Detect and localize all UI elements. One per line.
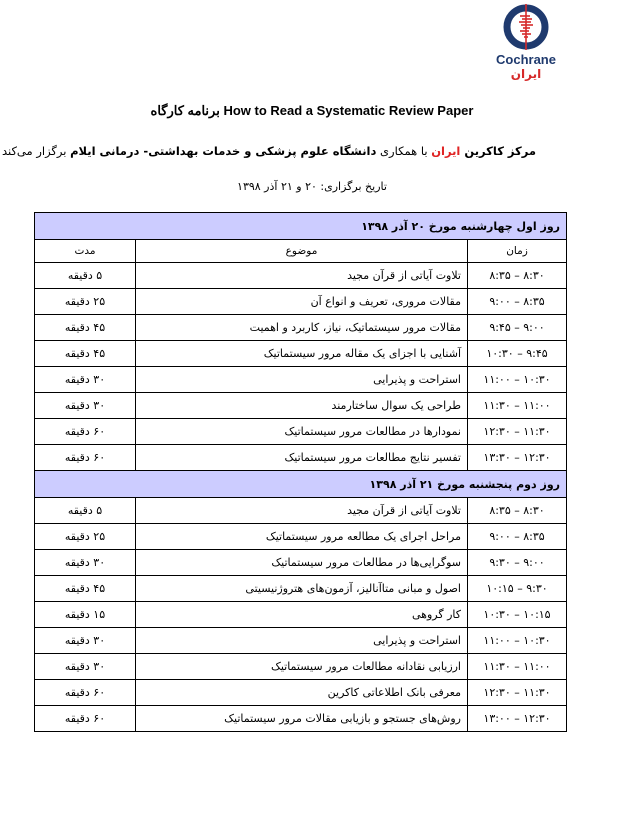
session-time: ۸:۳۵ – ۹:۰۰ bbox=[468, 524, 567, 550]
session-duration: ۶۰ دقیقه bbox=[35, 445, 136, 471]
session-duration: ۲۵ دقیقه bbox=[35, 289, 136, 315]
session-topic: استراحت و پذیرایی bbox=[136, 628, 468, 654]
session-duration: ۶۰ دقیقه bbox=[35, 419, 136, 445]
session-row bbox=[35, 524, 567, 550]
session-row bbox=[35, 498, 567, 524]
session-topic: آشنایی با اجزای یک مقاله مرور سیستماتیک bbox=[136, 341, 468, 367]
session-duration: ۲۵ دقیقه bbox=[35, 524, 136, 550]
session-duration: ۳۰ دقیقه bbox=[35, 550, 136, 576]
day-header-row bbox=[35, 213, 567, 240]
day-title: روز اول چهارشنبه مورخ ۲۰ آذر ۱۳۹۸ bbox=[35, 213, 567, 240]
organizer-iran: ایران bbox=[431, 144, 461, 158]
session-duration: ۳۰ دقیقه bbox=[35, 393, 136, 419]
session-row bbox=[35, 341, 567, 367]
session-topic: نمودارها در مطالعات مرور سیستماتیک bbox=[136, 419, 468, 445]
cochrane-logo-icon bbox=[501, 2, 551, 52]
session-row bbox=[35, 576, 567, 602]
column-header-row bbox=[35, 240, 567, 263]
session-row bbox=[35, 680, 567, 706]
session-time: ۹:۰۰ – ۹:۳۰ bbox=[468, 550, 567, 576]
session-topic: مراحل اجرای یک مطالعه مرور سیستماتیک bbox=[136, 524, 468, 550]
session-topic: استراحت و پذیرایی bbox=[136, 367, 468, 393]
column-header-topic: موضوع bbox=[136, 240, 468, 263]
day-header-row bbox=[35, 471, 567, 498]
session-duration: ۵ دقیقه bbox=[35, 498, 136, 524]
session-time: ۱۲:۳۰ – ۱۳:۳۰ bbox=[468, 445, 567, 471]
session-topic: تلاوت آیاتی از قرآن مجید bbox=[136, 263, 468, 289]
session-time: ۱۲:۳۰ – ۱۳:۰۰ bbox=[468, 706, 567, 732]
session-duration: ۶۰ دقیقه bbox=[35, 680, 136, 706]
logo-subtitle: ایران bbox=[510, 67, 542, 81]
session-topic: سوگرایی‌ها در مطالعات مرور سیستماتیک bbox=[136, 550, 468, 576]
session-duration: ۵ دقیقه bbox=[35, 263, 136, 289]
session-row bbox=[35, 445, 567, 471]
session-row bbox=[35, 289, 567, 315]
organizer-line bbox=[2, 144, 536, 158]
session-duration: ۳۰ دقیقه bbox=[35, 654, 136, 680]
session-duration: ۳۰ دقیقه bbox=[35, 628, 136, 654]
session-time: ۹:۰۰ – ۹:۴۵ bbox=[468, 315, 567, 341]
schedule-table bbox=[34, 212, 567, 732]
session-topic: اصول و مبانی متاآنالیز، آزمون‌های هتروژنیسیتی bbox=[136, 576, 468, 602]
event-dates: تاریخ برگزاری: ۲۰ و ۲۱ آذر ۱۳۹۸ bbox=[237, 180, 387, 193]
session-time: ۱۰:۱۵ – ۱۰:۳۰ bbox=[468, 602, 567, 628]
session-duration: ۶۰ دقیقه bbox=[35, 706, 136, 732]
session-duration: ۳۰ دقیقه bbox=[35, 367, 136, 393]
session-topic: مقالات مروری، تعریف و انواع آن bbox=[136, 289, 468, 315]
logo-wordmark: Cochrane bbox=[496, 52, 556, 67]
page-title: برنامه کارگاه How to Read a Systematic Review Paper bbox=[150, 103, 474, 118]
session-time: ۱۱:۰۰ – ۱۱:۳۰ bbox=[468, 654, 567, 680]
session-topic: معرفی بانک اطلاعاتی کاکرین bbox=[136, 680, 468, 706]
session-duration: ۴۵ دقیقه bbox=[35, 315, 136, 341]
session-row bbox=[35, 706, 567, 732]
session-topic: تلاوت آیاتی از قرآن مجید bbox=[136, 498, 468, 524]
session-time: ۸:۳۵ – ۹:۰۰ bbox=[468, 289, 567, 315]
session-topic: تفسیر نتایج مطالعات مرور سیستماتیک bbox=[136, 445, 468, 471]
session-time: ۸:۳۰ – ۸:۳۵ bbox=[468, 263, 567, 289]
cochrane-logo bbox=[488, 2, 564, 86]
session-row bbox=[35, 602, 567, 628]
organizer-part5: برگزار می‌کند bbox=[1, 144, 71, 158]
session-time: ۹:۴۵ – ۱۰:۳۰ bbox=[468, 341, 567, 367]
session-time: ۹:۳۰ – ۱۰:۱۵ bbox=[468, 576, 567, 602]
session-row bbox=[35, 419, 567, 445]
session-time: ۱۱:۰۰ – ۱۱:۳۰ bbox=[468, 393, 567, 419]
session-row bbox=[35, 315, 567, 341]
session-time: ۱۰:۳۰ – ۱۱:۰۰ bbox=[468, 628, 567, 654]
session-row bbox=[35, 628, 567, 654]
session-topic: مقالات مرور سیستماتیک، نیاز، کاربرد و اهمیت bbox=[136, 315, 468, 341]
column-header-duration: مدت bbox=[35, 240, 136, 263]
session-topic: روش‌های جستجو و بازیابی مقالات مرور سیستماتیک bbox=[136, 706, 468, 732]
session-row bbox=[35, 550, 567, 576]
session-topic: ارزیابی نقادانه مطالعات مرور سیستماتیک bbox=[136, 654, 468, 680]
session-row bbox=[35, 367, 567, 393]
day-title: روز دوم پنجشنبه مورخ ۲۱ آذر ۱۳۹۸ bbox=[35, 471, 567, 498]
session-time: ۱۱:۳۰ – ۱۲:۳۰ bbox=[468, 680, 567, 706]
session-duration: ۴۵ دقیقه bbox=[35, 341, 136, 367]
column-header-time: زمان bbox=[468, 240, 567, 263]
session-time: ۱۱:۳۰ – ۱۲:۳۰ bbox=[468, 419, 567, 445]
session-row bbox=[35, 393, 567, 419]
session-duration: ۱۵ دقیقه bbox=[35, 602, 136, 628]
session-topic: کار گروهی bbox=[136, 602, 468, 628]
organizer-university: دانشگاه علوم پزشکی و خدمات بهداشتی- درمانی ایلام bbox=[70, 144, 377, 158]
session-duration: ۴۵ دقیقه bbox=[35, 576, 136, 602]
session-time: ۱۰:۳۰ – ۱۱:۰۰ bbox=[468, 367, 567, 393]
session-topic: طراحی یک سوال ساختارمند bbox=[136, 393, 468, 419]
session-row bbox=[35, 263, 567, 289]
organizer-part1: مرکز کاکرین bbox=[460, 144, 536, 158]
session-time: ۸:۳۰ – ۸:۳۵ bbox=[468, 498, 567, 524]
organizer-part3: با همکاری bbox=[376, 144, 432, 158]
session-row bbox=[35, 654, 567, 680]
